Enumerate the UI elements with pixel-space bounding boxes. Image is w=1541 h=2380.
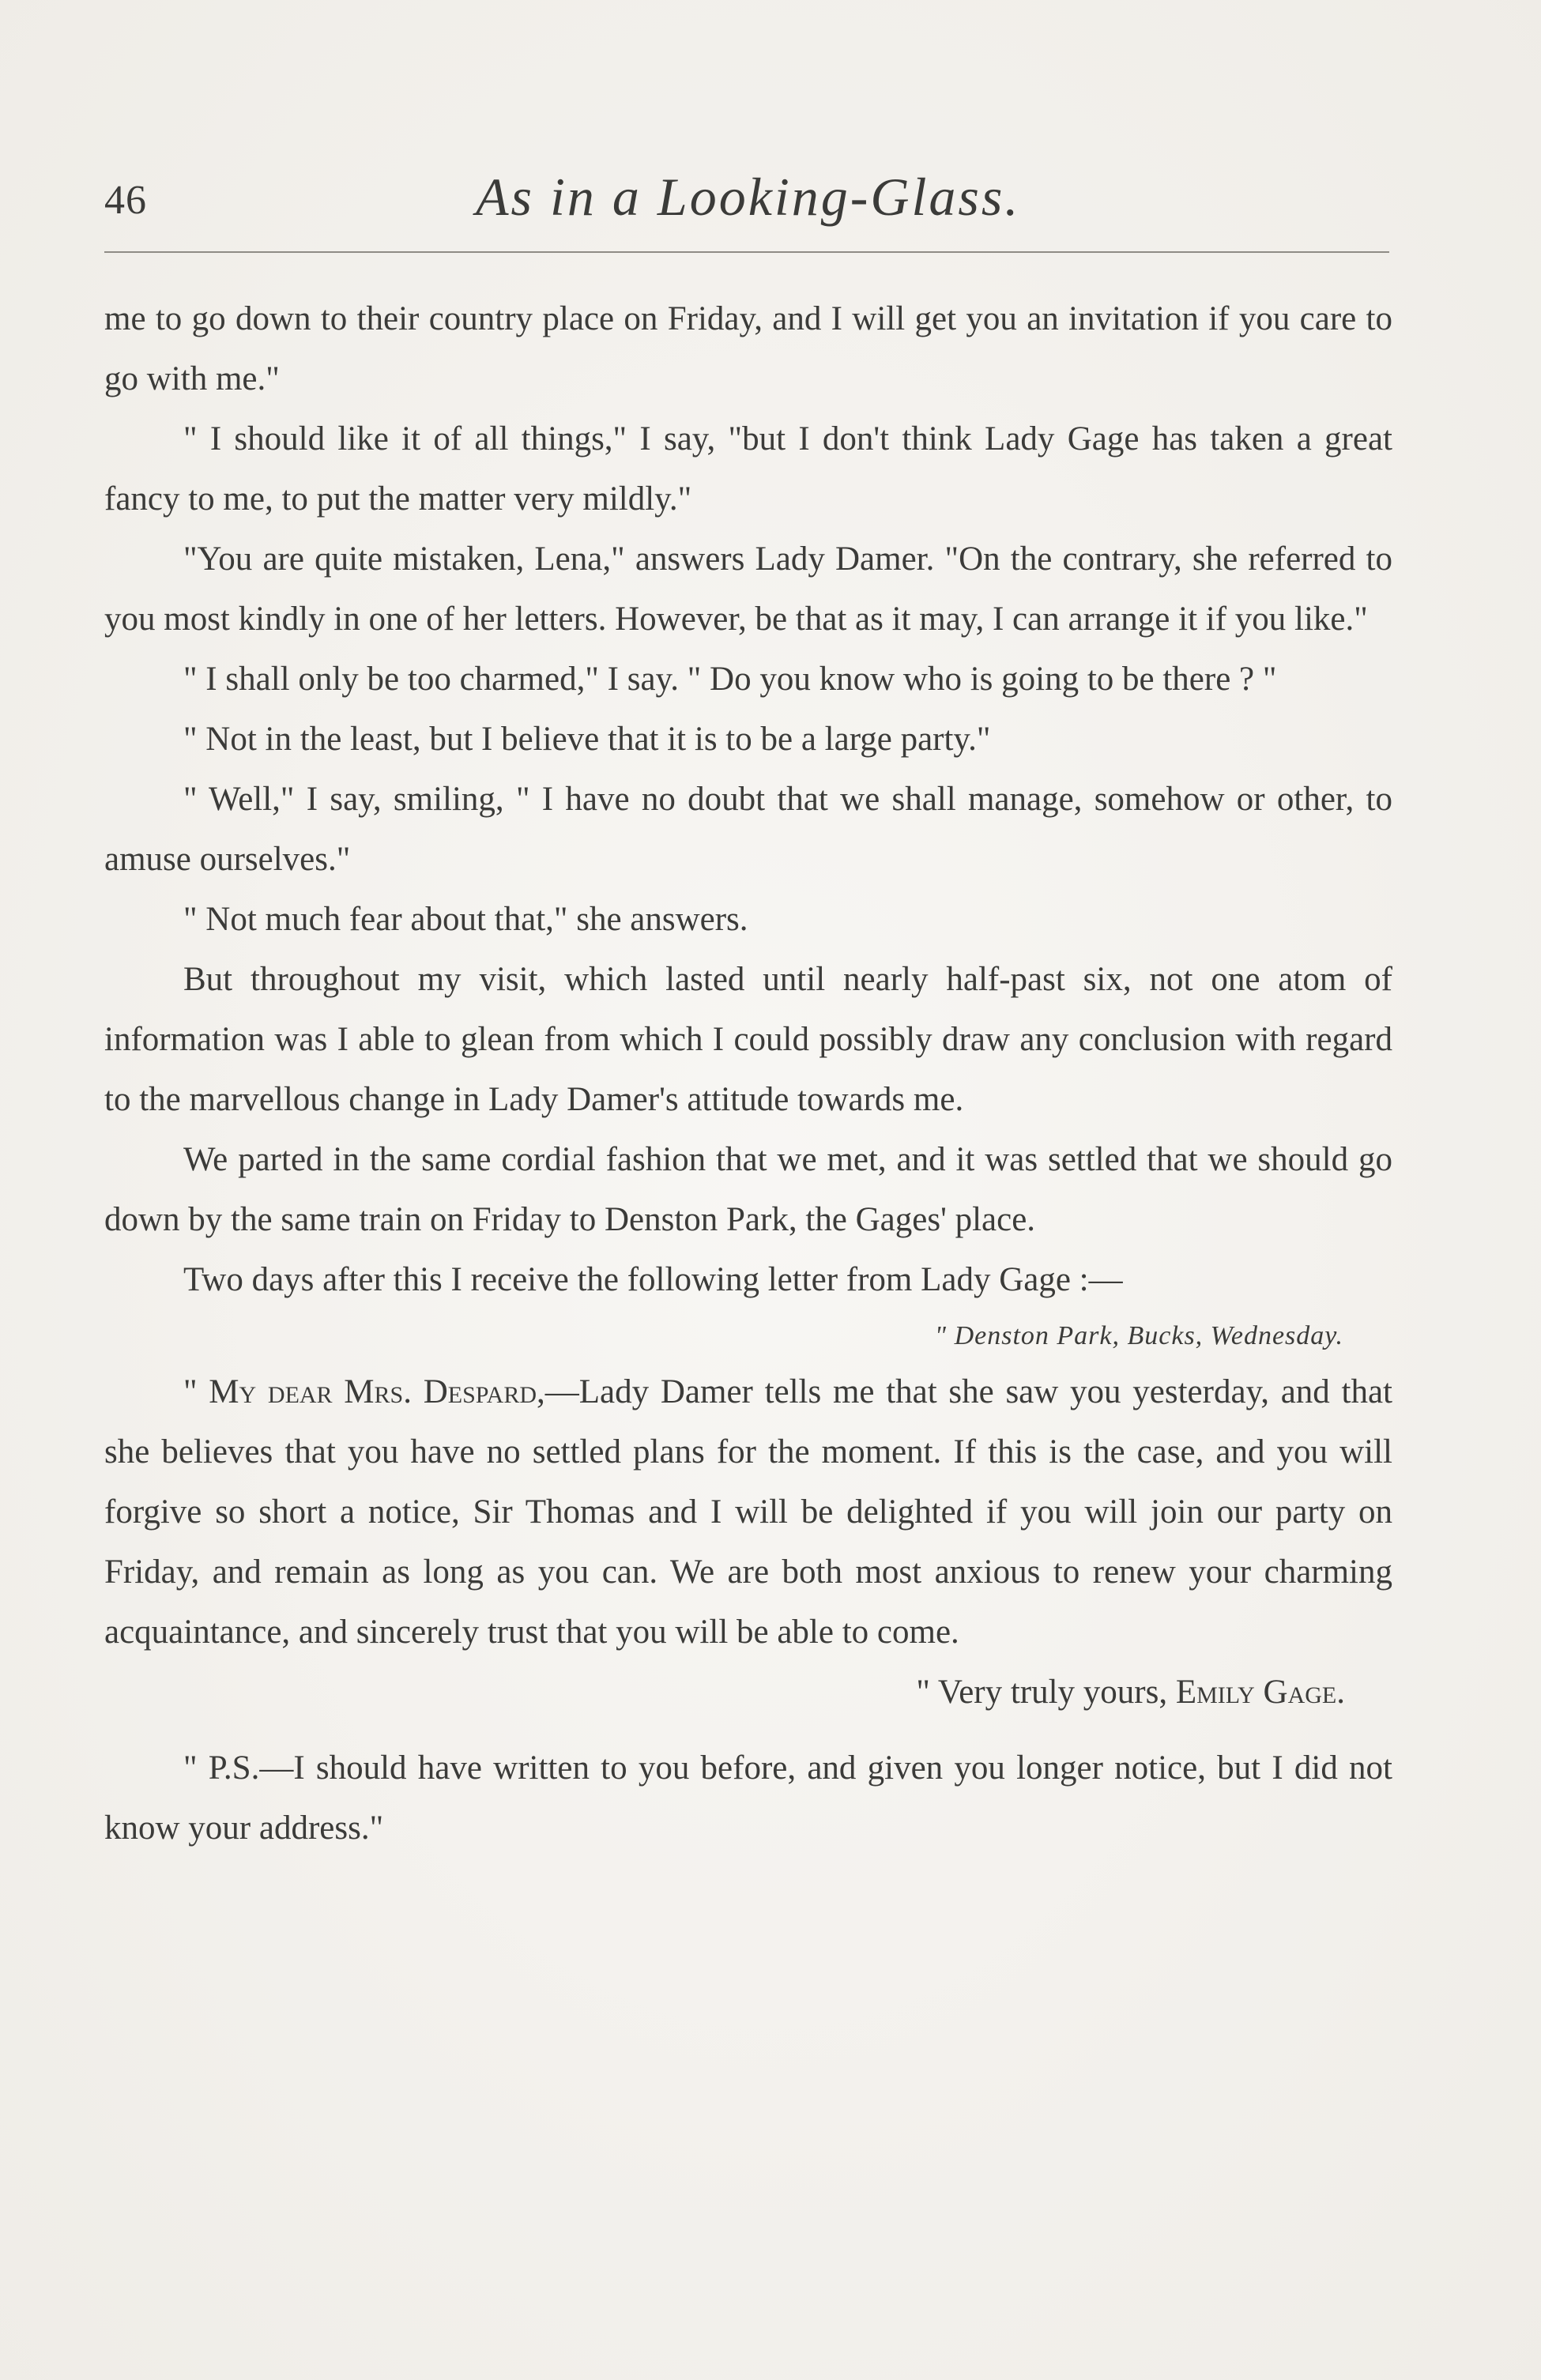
body-text [104,289,1392,1858]
paragraph-5: " Not in the least, but I believe that it is to be a large party." [183,721,991,758]
letter-open-quote: " [183,1373,209,1410]
header-rule [104,251,1389,253]
page-number: 46 [104,178,147,223]
signoff-name: Emily Gage. [1175,1674,1345,1711]
running-title: As in a Looking-Glass. [476,167,1021,227]
paragraph-7: " Not much fear about that," she answers. [183,901,748,938]
paragraph-6: " Well," I say, smiling, " I have no doubt that we shall manage, somehow or other, to amuse ourselves." [104,781,1392,878]
postscript: " P.S.—I should have written to you before, and given you longer notice, but I did not know your address." [104,1749,1392,1847]
letter-dateline: " Denston Park, Bucks, Wednesday. [934,1321,1343,1350]
letter-text: —Lady Damer tells me that she saw you yesterday, and that she believes that you have no settled plans for the moment. If this is the case, and you will forgive so short a notice, Sir Thomas and I will be delighted if you will join our party on Friday, and remain as long as you can. We are both most anxious to renew your charming acquaintance, and sincerely trust that you will be able to come. [104,1373,1392,1651]
letter-salutation: My dear Mrs. Despard, [209,1373,545,1410]
paragraph-1: me to go down to their country place on Friday, and I will get you an invitation if you care to go with me." [104,300,1392,397]
paragraph-3: "You are quite mistaken, Lena," answers Lady Damer. "On the contrary, she referred to you most kindly in one of her letters. However, be that as it may, I can arrange it if you like." [104,540,1392,638]
signoff-prefix: " Very truly yours, [916,1674,1176,1711]
paragraph-4: " I shall only be too charmed," I say. " Do you know who is going to be there ? " [183,661,1277,698]
letter-signoff [104,1663,1392,1723]
paragraph-10: Two days after this I receive the following letter from Lady Gage :— [183,1261,1123,1298]
paragraph-9: We parted in the same cordial fashion that we met, and it was settled that we should go down by the same train on Friday to Denston Park, the Gages' place. [104,1141,1392,1238]
spacer [104,1723,1392,1738]
letter-body [104,1362,1392,1663]
paragraph-2: " I should like it of all things," I say, "but I don't think Lady Gage has taken a great fancy to me, to put the matter very mildly." [104,420,1392,518]
paragraph-8: But throughout my visit, which lasted until nearly half-past six, not one atom of information was I able to glean from which I could possibly draw any conclusion with regard to the marvellous change in Lady Damer's attitude towards me. [104,961,1392,1118]
page-header [104,164,1389,235]
